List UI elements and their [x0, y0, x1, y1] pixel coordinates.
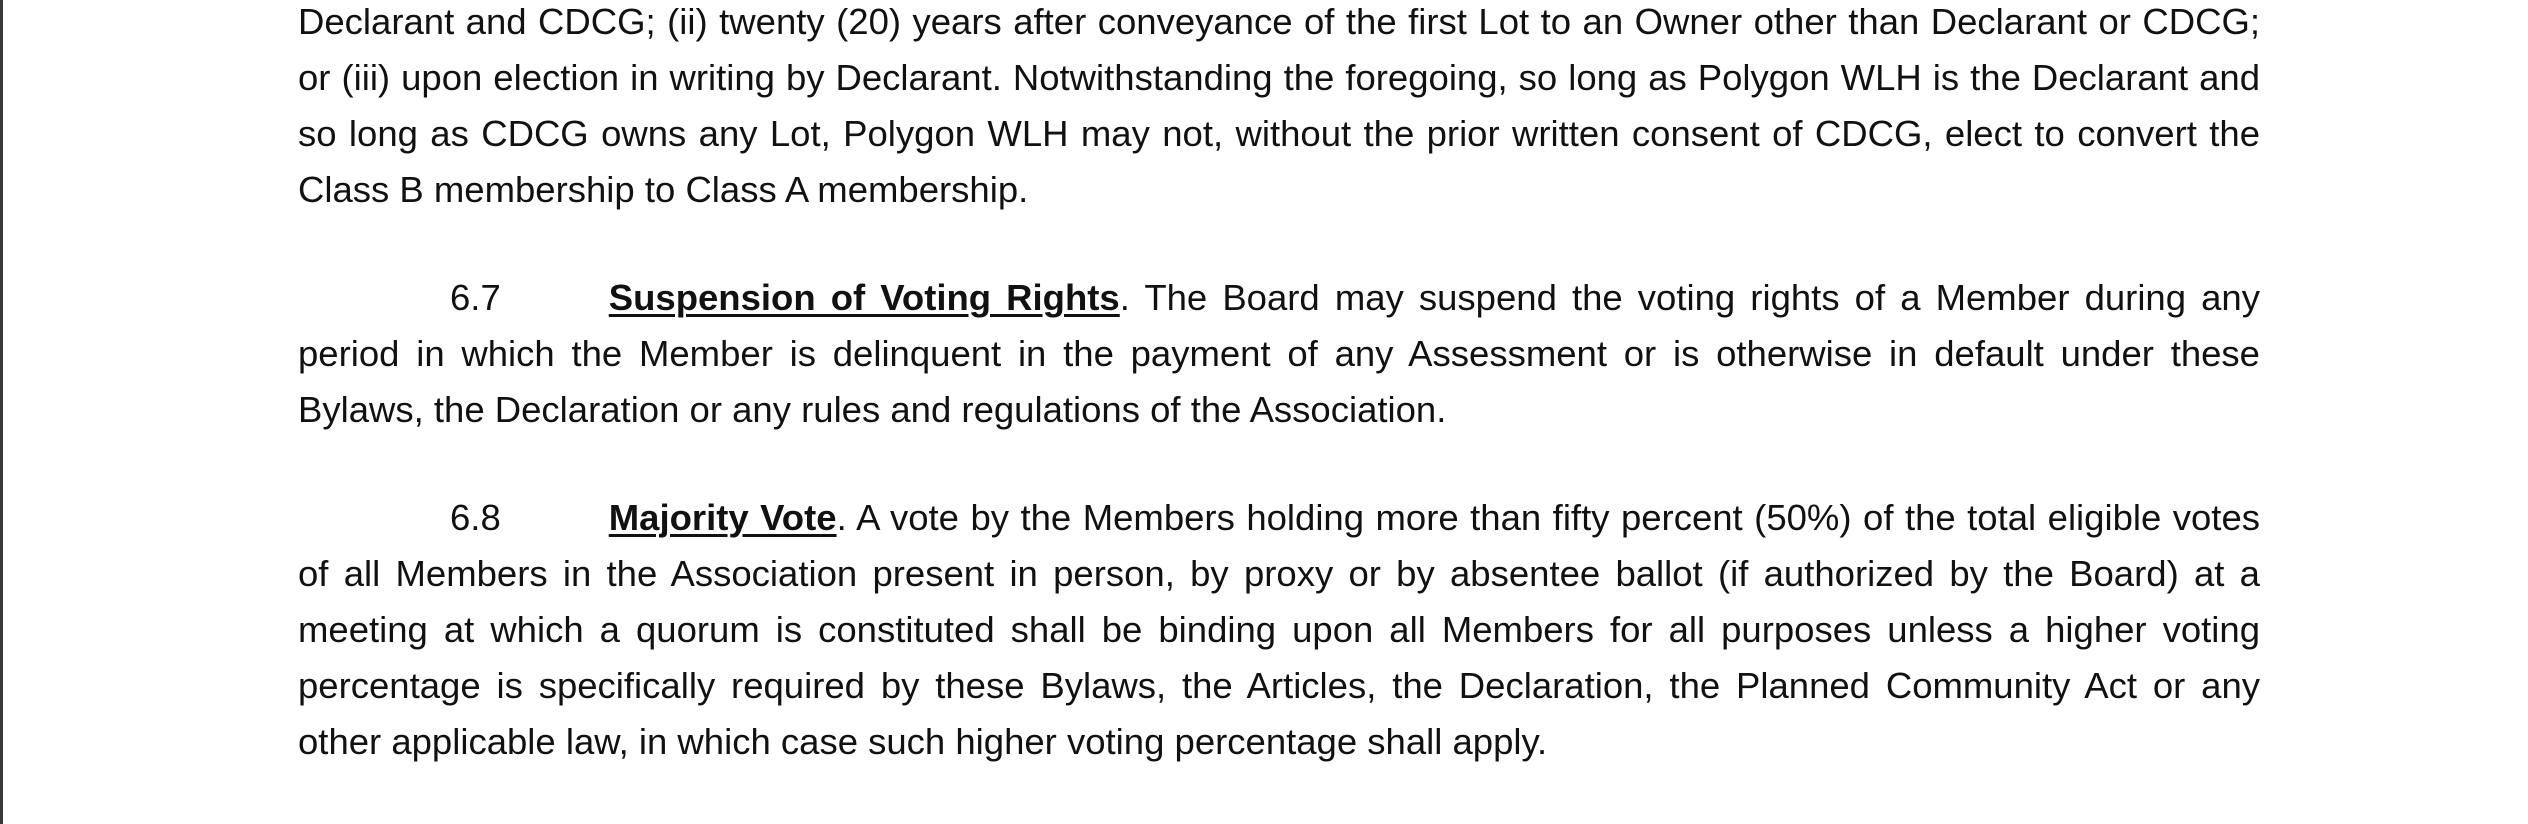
section-number: 6.7 [450, 277, 501, 318]
section-heading: Majority Vote [608, 497, 837, 538]
section-body: . The Board may suspend the voting rights of a Member during any period in which the Member is delinquent in the payment of any Assessment or is otherwise in default under these Bylaws, the Declaration or any rules and regulations of the Association. [298, 277, 2260, 430]
paragraph-gap [298, 438, 2260, 490]
section-body: . A vote by the Members holding more than fifty percent (50%) of the total eligible votes of all Members in the Association present in person, by proxy or by absentee ballot (if authorized by the Board) at a meeting at which a quorum is constituted shall be binding upon all Members for all purposes unless a higher voting percentage is specifically required by these Bylaws, the Articles, the Declaration, the Planned Community Act or any other applicable law, in which case such higher voting percentage shall apply. [298, 497, 2261, 762]
section-heading: Suspension of Voting Rights [608, 277, 1120, 318]
continued-paragraph: Declarant and CDCG; (ii) twenty (20) years after conveyance of the first Lot to an Owner other than Declarant or CDCG; or (iii) upon election in writing by Declarant. Notwithstanding the foregoing, so long as Polygon WLH is the Declarant and so long as CDCG owns any Lot, Polygon WLH may not, without the prior written consent of CDCG, elect to convert the Class B membership to Class A membership. [298, 1, 2260, 210]
section-6-8 [298, 490, 2260, 770]
section-number: 6.8 [450, 497, 501, 538]
page-left-edge [0, 0, 3, 824]
paragraph-gap [298, 218, 2260, 270]
section-6-7 [298, 270, 2260, 438]
document-page [298, 0, 2260, 770]
